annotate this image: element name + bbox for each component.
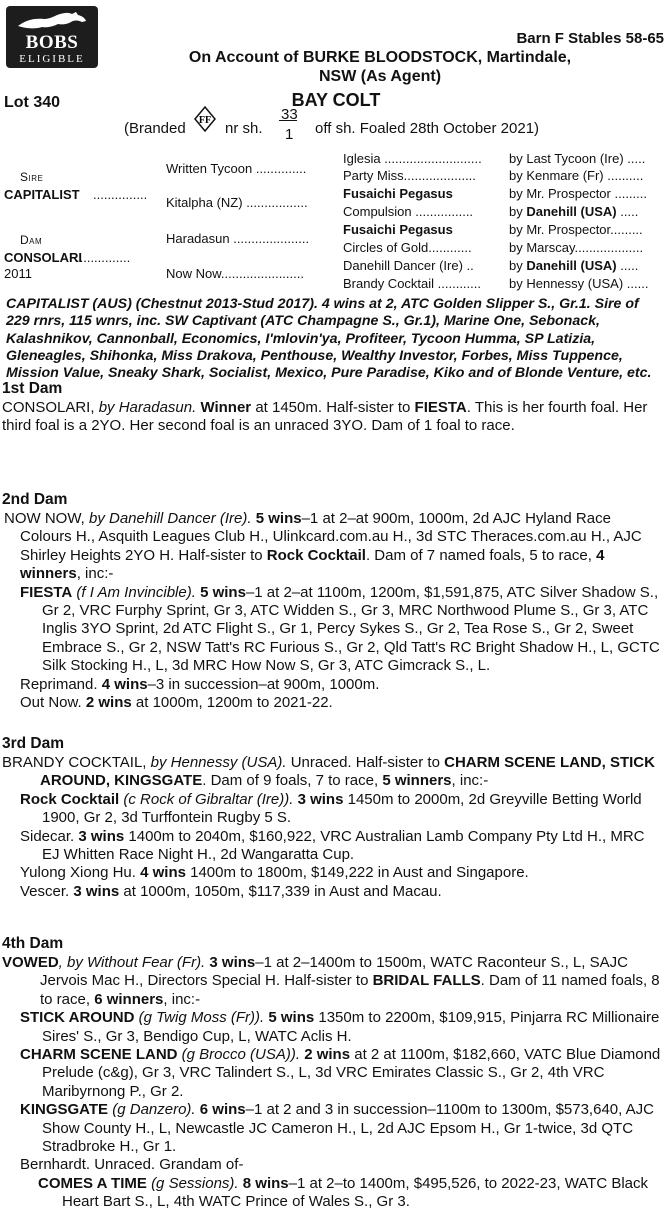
sire-label: Sire	[20, 170, 44, 184]
fourth-dam-heading: 4th Dam	[2, 935, 64, 952]
sire-sire: Written Tycoon ..............	[166, 161, 307, 176]
brand-mark-icon	[194, 106, 216, 132]
gg-3-by: by Mr. Prospector .........	[509, 186, 647, 201]
gg-7: Danehill Dancer (Ire) ..	[343, 258, 474, 273]
first-dam-text: CONSOLARI, by Haradasun. Winner at 1450m. Half-sister to FIESTA. This is her fourth foal. Her third foal is a 2YO. Her second foal is an unraced 3YO. Dam of 1 foal to race.	[2, 399, 648, 435]
third-dam-heading: 3rd Dam	[2, 735, 65, 752]
comes-a-time-entry: COMES A TIME (g Sessions). 8 wins–1 at 2–to 1400m, $495,526, to 2022-23, WATC Black Heart Bart S., L, 4th WATC Prince of Wales S., Gr 3.	[38, 1174, 649, 1211]
brand-fraction-bar	[279, 120, 297, 121]
lot-number: Lot 340	[4, 94, 61, 111]
rock-cocktail-entry: Rock Cocktail (c Rock of Gibraltar (Ire)). 3 wins 1450m to 2000m, 2d Greyville Betting World 1900, Gr 2, 3d Turffontein Rugby 5 S.	[20, 790, 642, 827]
gg-3: Fusaichi Pegasus	[343, 186, 453, 201]
barn-location: Barn F Stables 58-65	[516, 30, 664, 47]
stick-around-entry: STICK AROUND (g Twig Moss (Fr)). 5 wins 1350m to 2200m, $109,915, Pinjarra RC Millionaire Sires' S., Gr 3, Bendigo Cup, L, WATC Aclis H.	[20, 1009, 660, 1045]
yulong-entry: Yulong Xiong Hu. 4 wins 1400m to 1800m, $149,222 in Aust and Singapore.	[20, 864, 529, 882]
gg-1: Iglesia ...........................	[343, 151, 482, 166]
vescer-entry: Vescer. 3 wins at 1000m, 1050m, $117,339 in Aust and Macau.	[20, 882, 442, 900]
dam-dam: Now Now.......................	[166, 266, 304, 281]
charm-scene-land-entry: CHARM SCENE LAND (g Brocco (USA)). 2 wins at 2 at 1100m, $182,660, VATC Blue Diamond Prelude (c&g), Gr 3, VRC Talindert S., L, 3d VRC Emirates Classic S., Gr 2, 4th VRC Maribyrnong P., Gr 2.	[20, 1046, 661, 1100]
dam-dots: ...............	[76, 250, 131, 265]
second-dam-heading: 2nd Dam	[2, 491, 68, 508]
sire-biography: CAPITALIST (AUS) (Chestnut 2013-Stud 2017). 4 wins at 2, ATC Golden Slipper S., Gr.1. Sire of 229 rnrs, 115 wnrs, inc. SW Captivant (ATC Champagne S., Gr.1), Marine One, Sebonack, Kalashnikov, Cannonball, Economics, I'mlovin'ya, Profiteer, Tycoon Humma, SP Latizia, Gleneagles, Shihonka, Miss Drakova, Penthouse, Wealthy Investor, Forbes, Miss Tuppence, Mission Value, Sneaky Shark, Socialist, Mexico, Pure Paradise, Kiko and of Blonde Venture, etc.	[6, 296, 652, 382]
logo-subtext: ELIGIBLE	[19, 53, 85, 65]
brand-number-bottom: 1	[285, 126, 294, 143]
reprimand-entry: Reprimand. 4 wins–3 in succession–at 900m, 1000m.	[20, 675, 380, 693]
brand-number-top: 33	[281, 106, 298, 123]
pedigree-table	[0, 148, 672, 293]
bobs-eligible-logo	[6, 6, 98, 68]
sidecar-entry: Sidecar. 3 wins 1400m to 2040m, $160,922, VRC Australian Lamb Company Pty Ltd H., MRC EJ Whitten Race Night H., 2d Wangaratta Cup.	[20, 827, 645, 864]
lot-description: BAY COLT	[291, 90, 381, 110]
vendor-line-1: On Account of BURKE BLOODSTOCK, Martindale,	[188, 49, 572, 66]
vendor	[100, 48, 660, 86]
dam-sire: Haradasun .....................	[166, 231, 310, 246]
dam-name: CONSOLARI	[4, 250, 82, 265]
dam-label: Dam	[20, 233, 43, 247]
third-dam-text: BRANDY COCKTAIL, by Hennessy (USA). Unraced. Half-sister to CHARM SCENE LAND, STICK AROUND, KINGSGATE. Dam of 9 foals, 7 to race, 5 winners, inc:- Rock Cocktail (c Rock of Gibraltar (Ire)). 3 wins 1450m to 2000m, 2d Greyville Betting World 1900, Gr 2, 3d Turffontein Rugby 5 S. Sidecar. 3 wins 1400m to 2040m, $160,922, VRC Australian Lamb Company Pty Ltd H., MRC EJ Whitten Race Night H., 2d Wangaratta Cup. Yulong Xiong Hu. 4 wins 1400m to 1800m, $149,222 in Aust and Singapore. Vescer. 3 wins at 1000m, 1050m, $117,339 in Aust and Macau.	[2, 754, 666, 901]
gg-6-by: by Marscay...................	[509, 240, 644, 255]
vendor-line-2: NSW (As Agent)	[318, 68, 442, 85]
gg-6: Circles of Gold............	[343, 240, 472, 255]
gg-7-by: by Danehill (USA) .....	[509, 258, 639, 273]
gg-5-by: by Mr. Prospector.........	[509, 222, 643, 237]
kingsgate-entry: KINGSGATE (g Danzero). 6 wins–1 at 2 and 3 in succession–1100m to 1300m, $573,640, AJC Show County H., L, Newcastle JC Cameron H., L, 2d AJC Epsom H., Gr 1-twice, 3d QTC Stradbroke H., Gr 1.	[20, 1101, 654, 1156]
gg-2: Party Miss....................	[343, 168, 476, 183]
brand-off-side: off sh. Foaled 28th October 2021)	[315, 120, 540, 137]
svg-text:FF: FF	[198, 115, 212, 126]
gg-4-by: by Danehill (USA) .....	[509, 204, 639, 219]
horse-silhouette-icon	[16, 10, 88, 32]
sire-dots: ...............	[93, 187, 148, 202]
gg-2-by: by Kenmare (Fr) ..........	[509, 168, 644, 183]
fourth-dam-text: VOWED, by Without Fear (Fr). 3 wins–1 at 2–1400m to 1500m, WATC Raconteur S., L, SAJC Jervois Mac H., Directors Special H. Half-sister to BRIDAL FALLS. Dam of 11 named foals, 8 to race, 6 winners, inc:- STICK AROUND (g Twig Moss (Fr)). 5 wins 1350m to 2200m, $109,915, Pinjarra RC Millionaire Sires' S., Gr 3, Bendigo Cup, L, WATC Aclis H. CHARM SCENE LAND (g Brocco (USA)). 2 wins at 2 at 1100m, $182,660, VATC Blue Diamond Prelude (c&g), Gr 3, VRC Talindert S., L, 3d VRC Emirates Classic S., Gr 2, 4th VRC Maribyrnong P., Gr 2. KINGSGATE (g Danzero). 6 wins–1 at 2 and 3 in succession–1100m to 1300m, $573,640, AJC Show County H., L, Newcastle JC Cameron H., L, 2d AJC Epsom H., Gr 1-twice, 3d QTC Stradbroke H., Gr 1. Bernhardt. Unraced. Grandam of- COMES A TIME (g Sessions). 8 wins–1 at 2–to 1400m, $495,526, to 2022-23, WATC Black Heart Bart S., L, 4th WATC Prince of Wales S., Gr 3.	[2, 954, 666, 1212]
gg-8-by: by Hennessy (USA) ......	[509, 276, 649, 291]
gg-4: Compulsion ................	[343, 204, 474, 219]
gg-5: Fusaichi Pegasus	[343, 222, 453, 237]
second-dam-text: NOW NOW, by Danehill Dancer (Ire). 5 wins–1 at 2–at 900m, 1000m, 2d AJC Hyland Race Colours H., Asquith Leagues Club H., Ulinkcard.com.au H., 3d STC Theraces.com.au H., AJC Shirley Heights 2YO H. Half-sister to Rock Cocktail. Dam of 7 named foals, 5 to race, 4 winners, inc:- FIESTA (f I Am Invincible). 5 wins–1 at 2–at 1100m, 1200m, $1,591,875, ATC Silver Shadow S., Gr 2, VRC Furphy Sprint, Gr 3, ATC Widden S., Gr 3, MRC Northwood Plume S., Gr 3, ATC Inglis 3YO Sprint, 2d ATC Flight S., Gr 1, Percy Sykes S., Gr 2, Tea Rose S., Gr 2, Sweet Embrace S., Gr 2, NSW Tatt's RC Furious S., Gr 2, Qld Tatt's RC Bright Shadow H., L, GCTC Silk Stocking H., L, 3d MRC How Now S, Gr 3, ATC Gimcrack S., L. Reprimand. 4 wins–3 in succession–at 900m, 1000m. Out Now. 2 wins at 1000m, 1200m to 2021-22.	[2, 510, 666, 712]
out-now-entry: Out Now. 2 wins at 1000m, 1200m to 2021-22.	[20, 694, 333, 712]
dam-year: 2011	[4, 266, 32, 281]
brand-prefix: (Branded	[124, 120, 186, 137]
logo-text: BOBS	[25, 32, 79, 53]
gg-8: Brandy Cocktail ............	[343, 276, 481, 291]
brand-near-side: nr sh.	[225, 120, 263, 137]
bernhardt-entry: Bernhardt. Unraced. Grandam of-	[20, 1156, 244, 1174]
first-dam-heading: 1st Dam	[2, 380, 63, 397]
fiesta-entry: FIESTA (f I Am Invincible). 5 wins–1 at 2–at 1100m, 1200m, $1,591,875, ATC Silver Shadow S., Gr 2, VRC Furphy Sprint, Gr 3, ATC Widden S., Gr 3, MRC Northwood Plume S., Gr 3, ATC Inglis 3YO Sprint, 2d ATC Flight S., Gr 1, Percy Sykes S., Gr 2, Tea Rose S., Gr 2, Sweet Embrace S., Gr 2, NSW Tatt's RC Furious S., Gr 2, Qld Tatt's RC Bright Shadow H., L, GCTC Silk Stocking H., L, 3d MRC How Now S, Gr 3, ATC Gimcrack S., L.	[20, 583, 660, 675]
sire-name: CAPITALIST	[4, 187, 80, 202]
gg-1-by: by Last Tycoon (Ire) .....	[509, 151, 646, 166]
sire-dam: Kitalpha (NZ) .................	[166, 195, 308, 210]
